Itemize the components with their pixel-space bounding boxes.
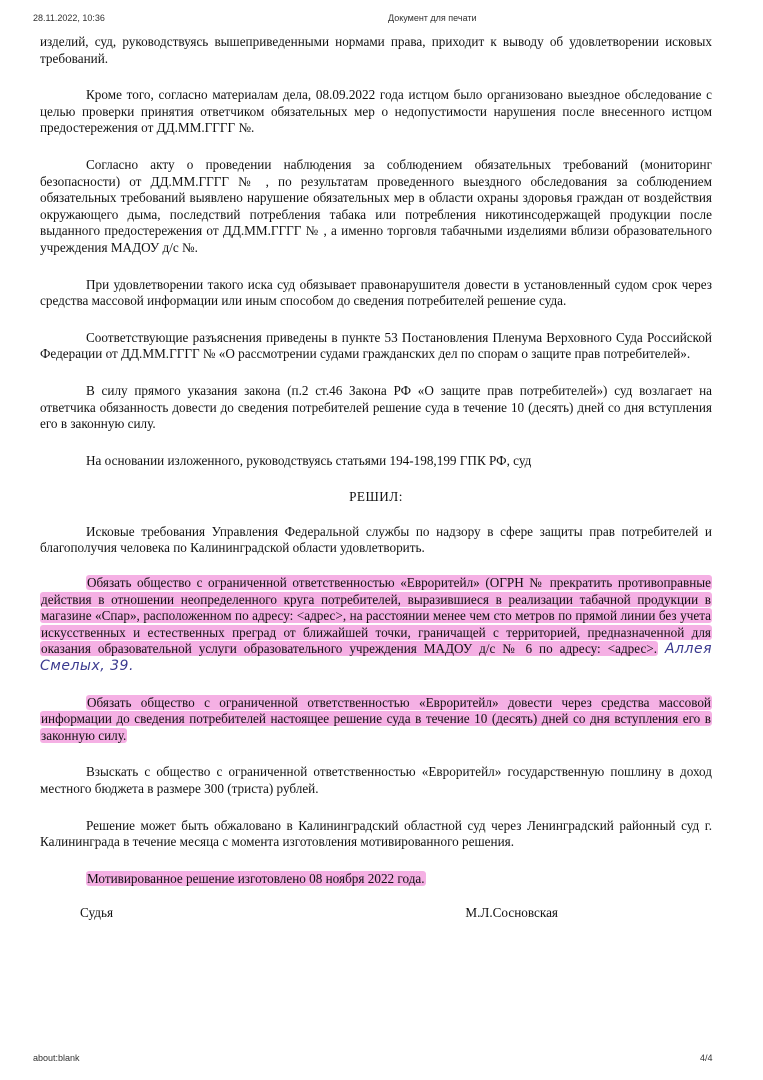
paragraph-plenum: Соответствующие разъяснения приведены в пункте 53 Постановления Пленума Верховного Суда Российской Федерации от ДД.ММ.ГГГГ № «О рассмотрении судами гражданских дел по спорам о защите прав потребителей». [40, 329, 712, 362]
ruling-cease-sales-text: Обязать общество с ограниченной ответственностью «Евроритейл» (ОГРН № прекратить противоправные действия в отношении неопределенного круга потребителей, выразившиеся в реализации табачной продукции в магазине «Спар», расположенном по адресу: <адрес>, на расстоянии менее чем сто метров по прямой линии без учета искусственных и естественных преград от ближайшей точки, граничащей с территорией, предназначенной для оказания образовательной услуги образовательного учреждения МАДОУ д/с № 6 по адресу: <адрес>. [41, 575, 711, 657]
ruling-claims: Исковые требования Управления Федеральной службы по надзору в сфере защиты прав потребителей и благополучия человека по Калининградской области удовлетворить. [40, 523, 712, 556]
paragraph-law: В силу прямого указания закона (п.2 ст.46 Закона РФ «О защите прав потребителей») суд возлагает на ответчика обязанность довести до сведения потребителей решение суда в течение 10 (десять) дней со дня вступления его в законную силу. [40, 382, 712, 432]
judge-label: Судья [80, 905, 114, 921]
paragraph-act: Согласно акту о проведении наблюдения за соблюдением обязательных требований (мониторинг безопасности) от ДД.ММ.ГГГГ № , по результатам проведенного выездного обследования за соблюдением обязательных требований выявлено нарушение обязательных мер в области охраны здоровья граждан от воздействия окружающего дыма, последствий потребления табака или потребления никотинсодержащей продукции после выданного предостережения от ДД.ММ.ГГГГ № , а именно торговля табачными изделиями вблизи образовательного учреждения МАДОУ д/с №. [40, 156, 712, 255]
footer-url: about:blank [33, 1053, 80, 1063]
print-datetime: 28.11.2022, 10:36 [33, 13, 105, 23]
print-title: Документ для печати [388, 13, 477, 23]
paragraph-inspection: Кроме того, согласно материалам дела, 08.09.2022 года истцом было организовано выездное обследование с целью проверки принятия ответчиком обязательных мер о недопустимости нарушения после внесенного истцом предостережения от ДД.ММ.ГГГГ №. [40, 87, 712, 136]
ruling-state-fee: Взыскать с общество с ограниченной ответственностью «Евроритейл» государственную пошлину в доход местного бюджета в размере 300 (триста) рублей. [40, 764, 712, 796]
signature-row [40, 905, 712, 922]
paragraph-basis: На основании изложенного, руководствуясь статьями 194-198,199 ГПК РФ, суд [86, 452, 532, 468]
ruling-media-notice-text: Обязать общество с ограниченной ответственностью «Евроритейл» довести через средства массовой информации до сведения потребителей настоящее решение суда в течение 10 (десять) дней со дня вступления его в законную силу. [41, 694, 711, 743]
decided-heading: РЕШИЛ: [349, 489, 403, 505]
judge-name: М.Л.Сосновская [465, 905, 558, 921]
document-body [40, 34, 712, 922]
ruling-date-text: Мотивированное решение изготовлено 08 ноября 2022 года. [87, 870, 425, 886]
ruling-cease-sales [40, 575, 712, 675]
ruling-media-notice [40, 695, 712, 745]
paragraph-obligation: При удовлетворении такого иска суд обязывает правонарушителя довести в установленный судом срок через средства массовой информации или иным способом до сведения потребителей решение суда. [40, 276, 712, 309]
handwritten-address: Аллея Смелых, 39. [40, 641, 712, 675]
paragraph-conclusion: изделий, суд, руководствуясь вышеприведенными нормами права, приходит к выводу об удовлетворении исковых требований. [40, 34, 712, 66]
ruling-appeal: Решение может быть обжаловано в Калининградский областной суд через Ленинградский районный суд г. Калининграда в течение месяца с момента изготовления мотивированного решения. [40, 817, 712, 850]
page-number: 4/4 [700, 1053, 713, 1063]
ruling-date [40, 871, 712, 888]
